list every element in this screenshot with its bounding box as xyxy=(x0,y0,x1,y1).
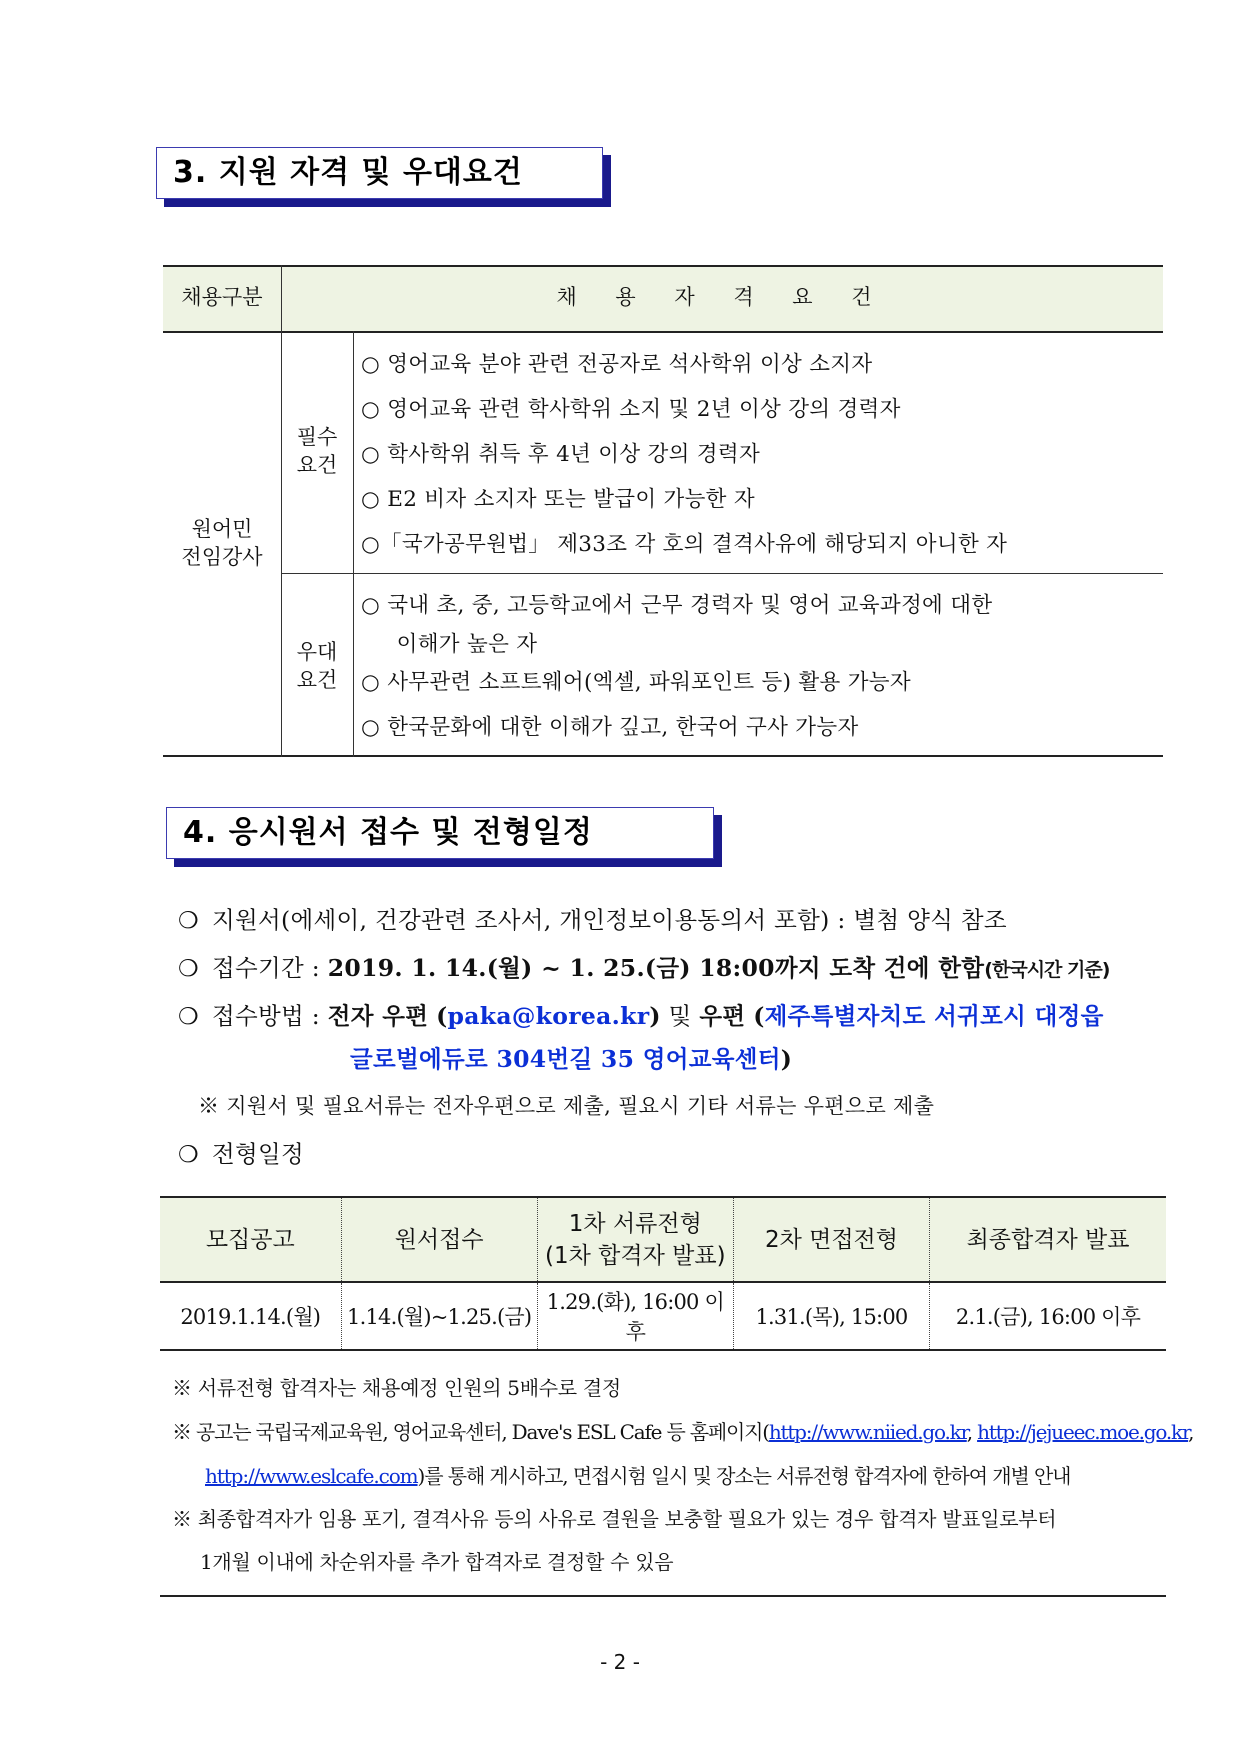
email-address[interactable]: paka@korea.kr xyxy=(447,1002,650,1030)
section-3-title: 3. 지원 자격 및 우대요건 xyxy=(156,147,603,199)
method-address-line2: 글로벌에듀로 304번길 35 영어교육센터) xyxy=(350,1045,793,1073)
note-3: ※ 최종합격자가 임용 포기, 결격사유 등의 사유로 결원을 보충할 필요가 있는 경우 합격자 발표일로부터 xyxy=(172,1507,1057,1531)
schedule-value: 1.29.(화), 16:00 이후 xyxy=(537,1282,733,1350)
link-eslcafe[interactable]: http://www.eslcafe.com xyxy=(205,1464,418,1488)
schedule-value: 1.14.(월)~1.25.(금) xyxy=(341,1282,537,1350)
required-item: ○ 학사학위 취득 후 4년 이상 강의 경력자 xyxy=(361,442,761,467)
preferred-item: 이해가 높은 자 xyxy=(361,632,538,657)
preferred-label: 우대 요건 xyxy=(296,640,338,692)
category-label: 원어민 전임강사 xyxy=(181,517,263,569)
period-line: ❍ 접수기간 : 2019. 1. 14.(월) ~ 1. 25.(금) 18:00까지 도착 건에 한함(한국시간 기준) xyxy=(178,954,1110,982)
bullet-icon: ❍ xyxy=(178,1004,199,1030)
header-category: 채용구분 xyxy=(181,285,263,309)
schedule-header: 2차 면접전형 xyxy=(733,1197,929,1282)
link-niied[interactable]: http://www.niied.go.kr xyxy=(768,1420,967,1444)
method-line: ❍ 접수방법 : 전자 우편 (paka@korea.kr) 및 우편 (제주특별자치도 서귀포시 대정읍 xyxy=(178,1002,1104,1030)
required-label: 필수 요건 xyxy=(296,425,338,477)
required-item: ○ 영어교육 분야 관련 전공자로 석사학위 이상 소지자 xyxy=(361,352,873,377)
schedule-label: ❍ 전형일정 xyxy=(178,1140,305,1168)
note-2: ※ 공고는 국립국제교육원, 영어교육센터, Dave's ESL Cafe 등 홈페이지(http://www.niied.go.kr, http://jejueec.moe.go.kr, xyxy=(172,1420,1194,1444)
application-line: ❍ 지원서(에세이, 건강관련 조사서, 개인정보이용동의서 포함) : 별첨 양식 참조 xyxy=(178,906,1007,934)
required-item: ○ E2 비자 소지자 또는 발급이 가능한 자 xyxy=(361,487,755,512)
schedule-header: 원서접수 xyxy=(341,1197,537,1282)
bullet-icon: ❍ xyxy=(178,908,199,934)
preferred-item: ○ 국내 초, 중, 고등학교에서 근무 경력자 및 영어 교육과정에 대한 xyxy=(361,593,993,618)
page-number: - 2 - xyxy=(600,1650,640,1674)
required-item: ○「국가공무원법」 제33조 각 호의 결격사유에 해당되지 아니한 자 xyxy=(361,532,1008,557)
header-requirements: 채 용 자 격 요 건 xyxy=(556,285,888,309)
preferred-item: ○ 사무관련 소프트웨어(엑셀, 파워포인트 등) 활용 가능자 xyxy=(361,670,911,695)
schedule-header: 모집공고 xyxy=(160,1197,341,1282)
schedule-value: 2.1.(금), 16:00 이후 xyxy=(930,1282,1166,1350)
divider xyxy=(160,1595,1166,1597)
qualification-table xyxy=(163,265,1163,757)
note-1: ※ 서류전형 합격자는 채용예정 인원의 5배수로 결정 xyxy=(172,1376,621,1400)
schedule-table xyxy=(160,1196,1166,1351)
method-note: ※ 지원서 및 필요서류는 전자우편으로 제출, 필요시 기타 서류는 우편으로 제출 xyxy=(198,1094,935,1118)
bullet-icon: ❍ xyxy=(178,956,199,982)
schedule-header: 1차 서류전형 (1차 합격자 발표) xyxy=(537,1197,733,1282)
section-4-title: 4. 응시원서 접수 및 전형일정 xyxy=(166,807,714,859)
link-jejueec[interactable]: http://jejueec.moe.go.kr xyxy=(977,1420,1189,1444)
preferred-item: ○ 한국문화에 대한 이해가 깊고, 한국어 구사 가능자 xyxy=(361,715,859,740)
schedule-value: 1.31.(목), 15:00 xyxy=(733,1282,929,1350)
required-item: ○ 영어교육 관련 학사학위 소지 및 2년 이상 강의 경력자 xyxy=(361,397,901,422)
bullet-icon: ❍ xyxy=(178,1142,199,1168)
schedule-header: 최종합격자 발표 xyxy=(930,1197,1166,1282)
note-3-cont: 1개월 이내에 차순위자를 추가 합격자로 결정할 수 있음 xyxy=(200,1550,674,1574)
note-2-cont: http://www.eslcafe.com)를 통해 게시하고, 면접시험 일시 및 장소는 서류전형 합격자에 한하여 개별 안내 xyxy=(205,1464,1071,1488)
table-row xyxy=(160,1282,1166,1350)
schedule-value: 2019.1.14.(월) xyxy=(160,1282,341,1350)
